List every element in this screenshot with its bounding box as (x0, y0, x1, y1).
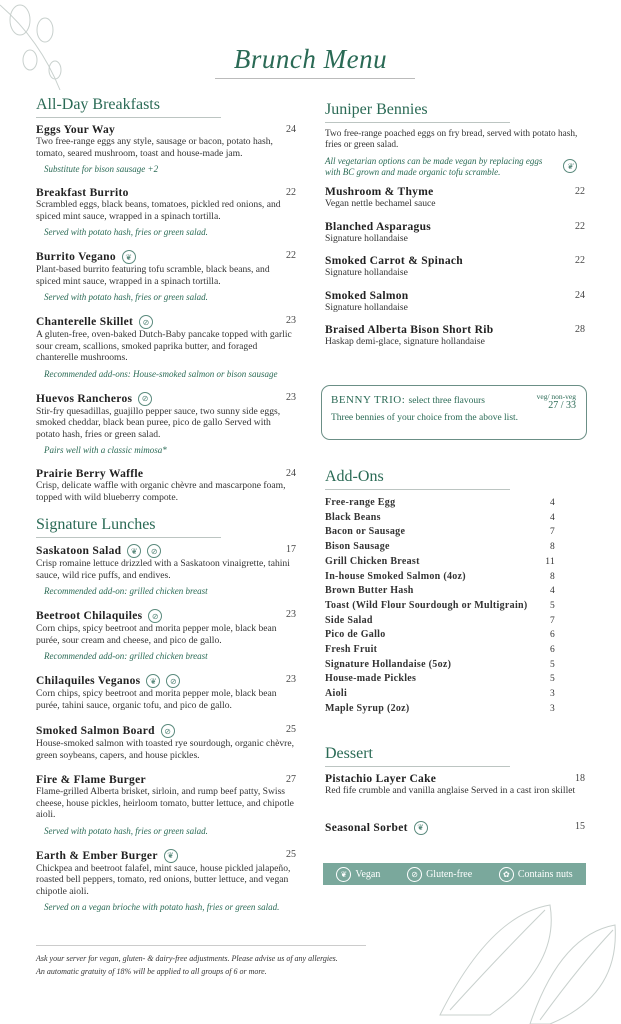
legend-nuts (499, 867, 573, 882)
item-name (36, 468, 296, 480)
no-wheat-icon: ⊘ (161, 724, 175, 738)
menu-item (325, 221, 585, 245)
addon-row (325, 555, 555, 570)
trio-price (537, 392, 576, 410)
item-name-text: Seasonal Sorbet (325, 821, 408, 834)
no-wheat-icon: ⊘ (407, 867, 422, 882)
addon-name: Aioli (325, 688, 348, 700)
vegan-note-text: All vegetarian options can be made vegan by replacing eggs with BC grown and made organic tofu scramble. (325, 156, 543, 177)
leaf-icon: ❦ (127, 544, 141, 558)
no-wheat-icon: ⊘ (147, 544, 161, 558)
item-price: 27 (286, 774, 296, 785)
leaf-icon: ❦ (146, 674, 160, 688)
menu-item (36, 250, 296, 302)
bennies-section (325, 101, 585, 359)
addon-name: Bacon or Sausage (325, 526, 406, 538)
section-heading: Juniper Bennies (325, 101, 510, 123)
addon-row (325, 525, 555, 540)
addon-price: 11 (545, 556, 555, 567)
menu-item (36, 609, 296, 661)
addon-price: 5 (549, 659, 555, 670)
menu-item (325, 290, 585, 314)
item-name (325, 221, 585, 233)
item-name-text: Braised Alberta Bison Short Rib (325, 324, 494, 336)
item-description: Crisp, delicate waffle with organic chèvre and mascarpone foam, topped with wild blueberry compote. (36, 480, 286, 503)
item-note: Served with potato hash, fries or green salad. (44, 825, 208, 836)
legend-vegan (336, 867, 380, 882)
addon-name: Free-range Egg (325, 497, 396, 508)
item-name (325, 773, 585, 785)
item-name-text: Huevos Rancheros (36, 392, 133, 405)
item-price: 24 (286, 124, 296, 135)
item-name (36, 674, 296, 688)
addon-price: 7 (549, 615, 555, 626)
addon-name: Bison Sausage (325, 541, 390, 553)
addon-name: Pico de Gallo (325, 629, 386, 641)
addon-row (325, 658, 555, 673)
item-price: 22 (575, 220, 585, 232)
no-wheat-icon: ⊘ (166, 674, 180, 688)
item-note: Substitute for bison sausage +2 (44, 164, 159, 174)
addon-price: 8 (549, 571, 555, 582)
vegan-note (325, 156, 585, 178)
menu-item (325, 324, 585, 348)
legend-label: Contains nuts (517, 868, 573, 880)
item-price: 15 (575, 820, 585, 832)
addon-price: 3 (549, 703, 555, 714)
section-heading: Signature Lunches (36, 516, 221, 538)
menu-item (36, 468, 296, 503)
menu-item (36, 724, 296, 761)
leaf-illustration-bottom (430, 895, 621, 1024)
addon-price: 3 (549, 689, 555, 700)
item-description: Corn chips, spicy beetroot and morita pepper mole, black bean purée, sour cream and cheese, and pico de gallo. (36, 623, 277, 646)
item-description: Crisp romaine lettuce drizzled with a Saskatoon vinaigrette, tahini sauce, wild rice puffs, and endives. (36, 558, 290, 581)
menu-item (325, 773, 585, 797)
item-note: Recommended add-ons: House-smoked salmon or bison sausage (44, 368, 278, 379)
item-name-text: Chanterelle Skillet (36, 316, 134, 328)
item-note: Served with potato hash, fries or green salad. (44, 292, 208, 302)
addon-name: Side Salad (325, 614, 373, 626)
item-price: 22 (286, 250, 296, 261)
item-name-text: Smoked Salmon (325, 289, 409, 302)
addon-row (325, 614, 555, 629)
item-price: 23 (286, 315, 296, 326)
item-name (36, 849, 296, 863)
item-price: 23 (286, 674, 296, 685)
item-name-text: Beetroot Chilaquiles (36, 610, 143, 622)
addon-name: House-made Pickles (325, 673, 417, 685)
item-description: Chickpea and beetroot falafel, mint sauce, house pickled jalapeño, roasted bell peppers, tomato, red onions, butter lettuce, and vegan chipotle aioli. (36, 862, 291, 897)
item-name (36, 250, 296, 264)
leaf-icon: ❦ (164, 849, 178, 863)
item-name-text: Prairie Berry Waffle (36, 468, 144, 480)
item-name (36, 187, 296, 199)
item-name (36, 774, 296, 786)
addon-name: Grill Chicken Breast (325, 555, 420, 567)
item-description: Plant-based burrito featuring tofu scramble, black beans, and spiced mint sauce, wrapped in a spinach tortilla. (36, 264, 270, 287)
legend-gluten-free (407, 867, 472, 882)
title-divider (215, 78, 415, 79)
item-name (36, 392, 296, 406)
addon-name: Brown Butter Hash (325, 585, 414, 597)
item-description: Vegan nettle bechamel sauce (325, 198, 436, 209)
item-note: Served with potato hash, fries or green salad. (44, 227, 208, 237)
addon-name: Signature Hollandaise (5oz) (325, 658, 452, 670)
trio-desc: Three bennies of your choice from the above list. (331, 413, 519, 423)
item-price: 23 (286, 609, 296, 620)
item-name (36, 609, 296, 623)
item-name-text: Burrito Vegano (36, 251, 116, 263)
nut-icon: ✿ (499, 867, 514, 882)
item-description: Signature hollandaise (325, 301, 408, 313)
item-description: Corn chips, spicy beetroot and morita pepper mole, black bean purée, tahini sauce, organic tofu, and pico de gallo. (36, 688, 277, 711)
leaf-icon: ❦ (336, 867, 351, 882)
addons-section (325, 468, 555, 717)
item-name (36, 724, 296, 738)
item-price: 22 (575, 255, 585, 266)
trio-subtitle: select three flavours (408, 396, 485, 406)
legend-label: Gluten-free (426, 868, 473, 880)
addon-price: 7 (549, 527, 555, 538)
item-name-text: Chilaquiles Veganos (36, 675, 141, 687)
item-price: 22 (575, 186, 585, 197)
item-name (325, 255, 585, 267)
item-name (325, 186, 585, 198)
item-name (325, 821, 585, 835)
item-description: House-smoked salmon with toasted rye sourdough, organic chèvre, green soybeans, capers, and house pickles. (36, 738, 294, 761)
item-price: 24 (286, 468, 296, 479)
addon-price: 5 (549, 674, 555, 685)
item-name (36, 124, 296, 136)
addon-row (325, 628, 555, 643)
item-name (325, 290, 585, 302)
trio-title: BENNY TRIO: (331, 394, 406, 406)
item-name-text: Smoked Carrot & Spinach (325, 255, 463, 267)
menu-item (36, 544, 296, 596)
addons-list (325, 496, 555, 717)
item-name-text: Mushroom & Thyme (325, 186, 434, 198)
addon-name: Black Beans (325, 511, 381, 523)
item-price: 28 (575, 324, 585, 335)
item-name (325, 324, 585, 336)
footer-gratuity-note: An automatic gratuity of 18% will be applied to all groups of 6 or more. (36, 967, 267, 976)
addon-row (325, 702, 555, 717)
addon-name: In-house Smoked Salmon (4oz) (325, 570, 466, 582)
item-description: Red fife crumble and vanilla anglaise Served in a cast iron skillet (325, 785, 576, 796)
item-description: Signature hollandaise (325, 232, 408, 244)
item-name-text: Smoked Salmon Board (36, 725, 155, 737)
menu-item (36, 674, 296, 711)
item-name (36, 315, 296, 329)
addon-name: Toast (Wild Flour Sourdough or Multigrain) (325, 599, 528, 611)
item-price: 18 (575, 773, 585, 784)
menu-item (325, 255, 585, 279)
addon-name: Maple Syrup (2oz) (325, 702, 410, 714)
no-wheat-icon: ⊘ (148, 609, 162, 623)
dietary-legend (323, 863, 586, 885)
item-description: Haskap demi-glace, signature hollandaise (325, 336, 485, 347)
dessert-section (325, 745, 585, 848)
legend-label: Vegan (355, 868, 381, 880)
menu-item (36, 187, 296, 237)
trio-price-value: 27 / 33 (548, 400, 576, 411)
benny-trio-box (321, 385, 587, 440)
item-price: 25 (286, 724, 296, 735)
addon-row (325, 584, 555, 599)
menu-item (325, 186, 585, 210)
bennies-intro: Two free-range poached eggs on fry bread, served with potato hash, fries or green salad. (325, 129, 578, 150)
item-price: 24 (575, 289, 585, 301)
item-name (36, 544, 296, 558)
item-name-text: Fire & Flame Burger (36, 774, 146, 786)
addon-price: 6 (549, 645, 555, 656)
item-note: Recommended add-on: grilled chicken breast (44, 651, 208, 661)
addon-row (325, 687, 555, 702)
item-name-text: Blanched Asparagus (325, 220, 432, 233)
addon-row (325, 540, 555, 555)
no-wheat-icon: ⊘ (138, 392, 152, 406)
menu-item (325, 821, 585, 835)
item-price: 25 (286, 848, 296, 860)
addon-row (325, 496, 555, 511)
leaf-icon: ❦ (414, 821, 428, 835)
addon-row (325, 570, 555, 585)
left-column (36, 96, 296, 925)
item-description: Scrambled eggs, black beans, tomatoes, pickled red onions, and spiced mint sauce, wrapped in a spinach tortilla. (36, 199, 281, 222)
dessert-list (325, 773, 585, 835)
item-note: Served on a vegan brioche with potato hash, fries or green salad. (44, 902, 280, 912)
bennies-list (325, 186, 585, 348)
item-description: Flame-grilled Alberta brisket, sirloin, and rump beef patty, Swiss cheese, house pickles, heirloom tomato, butter lettuce, and chipotle aioli. (36, 786, 294, 820)
menu-item (36, 849, 296, 913)
menu-item (36, 315, 296, 379)
section-heading: Add-Ons (325, 468, 510, 490)
addon-price: 8 (549, 542, 555, 553)
footer-notes (36, 945, 366, 978)
menu-title: Brunch Menu (233, 44, 388, 74)
section-heading: Dessert (325, 745, 510, 767)
section-heading: All-Day Breakfasts (36, 96, 221, 118)
item-price: 22 (286, 187, 296, 198)
item-name-text: Eggs Your Way (36, 124, 116, 136)
leaf-icon: ❦ (563, 159, 577, 173)
leaf-icon: ❦ (122, 250, 136, 264)
item-name-text: Breakfast Burrito (36, 187, 129, 199)
addon-price: 4 (549, 512, 555, 523)
addon-row (325, 599, 555, 614)
addon-price: 6 (549, 630, 555, 641)
item-name-text: Earth & Ember Burger (36, 849, 158, 862)
item-price: 17 (286, 544, 296, 555)
item-note: Pairs well with a classic mimosa* (44, 445, 167, 455)
menu-item (36, 392, 296, 456)
item-description: A gluten-free, oven-baked Dutch-Baby pancake topped with garlic sour cream, scallions, smoked paprika butter, and foraged chanterelle mushrooms. (36, 329, 292, 363)
item-description: Two free-range eggs any style, sausage or bacon, potato hash, tomato, seared mushroom, toast and house-made jam. (36, 136, 273, 159)
item-price: 23 (286, 391, 296, 403)
item-note: Recommended add-on: grilled chicken breast (44, 586, 208, 596)
addon-price: 4 (549, 498, 555, 508)
item-description: Signature hollandaise (325, 267, 408, 278)
addon-row (325, 672, 555, 687)
addon-price: 4 (549, 586, 555, 597)
item-description: Stir-fry quesadillas, guajillo pepper sauce, two sunny side eggs, smoked cheddar, black bean puree, pico de gallo Served with potato hash, fries or green salad. (36, 405, 281, 440)
addon-name: Fresh Fruit (325, 644, 378, 656)
footer-allergy-note: Ask your server for vegan, gluten- & dairy-free adjustments. Please advise us of any allergies. (36, 954, 338, 963)
addon-row (325, 511, 555, 526)
addon-price: 5 (549, 600, 555, 611)
item-name-text: Saskatoon Salad (36, 545, 122, 557)
trio-price-label: veg/ non-veg (536, 392, 576, 401)
menu-item (36, 774, 296, 836)
item-name-text: Pistachio Layer Cake (325, 773, 437, 785)
menu-item (36, 124, 296, 174)
no-wheat-icon: ⊘ (139, 315, 153, 329)
addon-row (325, 643, 555, 658)
